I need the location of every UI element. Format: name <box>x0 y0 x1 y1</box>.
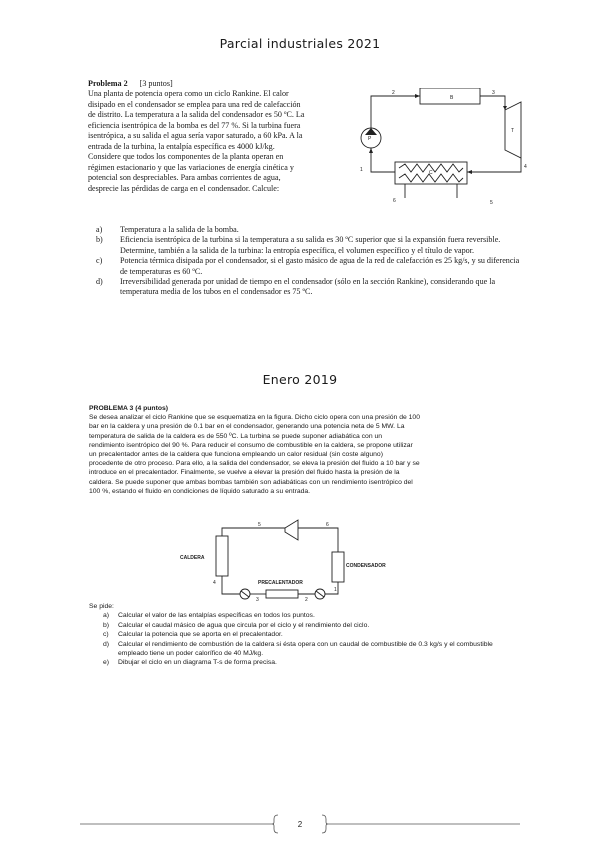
pump-label: P <box>368 136 372 142</box>
item-label: d) <box>103 640 110 648</box>
list-item <box>96 235 528 256</box>
list-item <box>96 277 528 298</box>
statement-line: Considere que todos los componentes de la planta operan en <box>88 152 284 162</box>
statement-line: entrada de la turbina, la entalpía específica es 4000 kJ/kg. <box>88 141 275 151</box>
pipe-4 <box>222 576 240 594</box>
node-6-label: 6 <box>393 198 396 204</box>
problem-3-items <box>89 602 523 668</box>
item-text: Temperatura a la salida de la bomba. <box>120 225 239 234</box>
list-item <box>103 658 523 667</box>
boiler-label: CALDERA <box>180 555 205 561</box>
statement-line: procedente de otro proceso. Para ello, a la salida del condensador, se eleva la presión del fluido a 10 bar y se <box>89 460 420 468</box>
statement-line: Se desea analizar el ciclo Rankine que se esquematiza en la figura. Dicho ciclo opera con una presión de 100 <box>89 414 420 422</box>
problem-3-label: PROBLEMA 3 (4 puntos) <box>89 405 169 412</box>
pipe-6 <box>298 528 338 552</box>
list-item <box>103 621 523 630</box>
statement-line: potencial son despreciables. Para ambas corrientes de agua, <box>88 173 281 183</box>
item-label: b) <box>96 235 103 245</box>
item-label: c) <box>103 631 109 639</box>
statement-line: introduce en el precalentador. Finalmente, se vuelve a elevar la presión del fluido hasta la presión de la <box>89 469 400 477</box>
page-footer <box>80 812 520 836</box>
statement-line: eficiencia isentrópica de la bomba es del 77 %. Si la turbina fuera <box>88 120 301 130</box>
statement-line: disipado en el condensador se emplea para una red de calefacción <box>88 99 301 109</box>
problem-2-points: [3 puntos] <box>139 79 173 88</box>
list-item <box>96 225 528 235</box>
statement-line: 100 %, estando el fluido en condiciones de líquido saturado a su entrada. <box>89 487 311 495</box>
node-4-label: 4 <box>524 164 527 170</box>
node-6-label: 6 <box>326 522 329 528</box>
statement-line: desprecie las pérdidas de carga en el condensador. Calcule: <box>88 183 280 193</box>
statement-line: isentrópica, a su salida el agua sería vapor saturado, a 60 kPa. A la <box>88 131 303 141</box>
statement-line: régimen estacionario y que las variaciones de energía cinética y <box>88 162 294 172</box>
node-4-label: 4 <box>213 580 216 586</box>
node-5-label: 5 <box>490 200 493 206</box>
item-text: Irreversibilidad generada por unidad de tiempo en el condensador (sólo en la sección Rankine), considerando que la temperatura media de los tubos en el condensador es 75 ºC. <box>120 277 496 297</box>
page-number: 2 <box>297 820 303 829</box>
item-label: a) <box>103 612 110 620</box>
problem-2-label: Problema 2 <box>88 79 128 88</box>
section1-title: Parcial industriales 2021 <box>219 36 381 51</box>
list-item <box>103 611 523 620</box>
preheater-box <box>266 590 298 598</box>
flow-arrow-icon <box>415 94 420 98</box>
statement-line: un precalentador antes de la caldera que funciona empleando un calor residual (sin coste alguno) <box>89 451 383 459</box>
item-text: Calcular el valor de las entalpías específicas en todos los puntos. <box>118 612 315 620</box>
node-1-label: 1 <box>334 587 337 593</box>
statement-line: Una planta de potencia opera como un ciclo Rankine. El calor <box>88 89 289 99</box>
statement-line: de distrito. La temperatura a la salida del condensador es 50 ºC. La <box>88 110 305 120</box>
pipe-2 <box>371 96 420 128</box>
pipe-3 <box>480 96 505 110</box>
right-brace-icon <box>322 815 328 833</box>
statement-line: temperatura de salida de la caldera es de 550 ºC. La turbina se puede suponer adiabática con un <box>89 432 383 440</box>
item-text: Calcular el caudal másico de agua que circula por el ciclo y el rendimiento del ciclo. <box>118 621 370 629</box>
boiler-label: B <box>450 95 454 101</box>
boiler-box <box>216 536 228 576</box>
preheater-label: PRECALENTADOR <box>258 580 303 586</box>
list-item <box>96 256 528 277</box>
condenser-box <box>332 552 344 582</box>
item-label: e) <box>103 659 110 667</box>
turbine-label: T <box>511 128 515 134</box>
item-label: a) <box>96 225 103 234</box>
se-pide-label: Se pide: <box>89 603 114 610</box>
item-text: Dibujar el ciclo en un diagrama T-s de forma precisa. <box>118 659 277 667</box>
item-text: Potencia térmica disipada por el condensador, si el gasto másico de agua de la red de calefacción es 25 kg/s, y su diferencia de temperaturas es 60 ºC. <box>120 256 520 276</box>
problem-3-statement <box>89 404 523 496</box>
statement-line: caldera. Se puede suponer que ambas bombas también son adiabáticas con un rendimiento isentrópico del <box>89 478 413 486</box>
item-text: Calcular la potencia que se aporta en el precalentador. <box>118 631 283 639</box>
condenser-label: CONDENSADOR <box>346 563 386 569</box>
item-label: d) <box>96 277 103 287</box>
rankine-diagram-1 <box>355 88 530 208</box>
node-2-label: 2 <box>305 597 308 602</box>
flow-arrow-icon <box>369 148 373 153</box>
rankine-diagram-2 <box>180 518 420 602</box>
statement-line: bar en la caldera y una presión de 0.1 bar en el condensador, generando una potencia neta de 5 MW. La <box>89 423 405 431</box>
pipe-4 <box>467 158 521 172</box>
problem-2-header <box>88 79 350 89</box>
list-item <box>103 640 523 659</box>
pipe-5 <box>222 528 285 536</box>
item-label: c) <box>96 256 103 266</box>
problem-2-items <box>96 225 528 298</box>
node-3-label: 3 <box>492 90 495 96</box>
node-5-label: 5 <box>258 522 261 528</box>
node-2-label: 2 <box>392 90 395 96</box>
item-text: Eficiencia isentrópica de la turbina si la temperatura a su salida es 30 ºC superior que si la expansión fuera reversible. Determine, también a la salida de la turbina: la entropía específica, el volumen específico y el título de vapor. <box>120 235 501 255</box>
condenser-label: C <box>429 170 433 176</box>
problem-2-statement <box>88 79 350 194</box>
node-3-label: 3 <box>256 597 259 602</box>
flow-arrow-icon <box>467 170 472 174</box>
turbine-shape <box>285 520 298 540</box>
item-text: Calcular el rendimiento de combustión de la caldera si ésta opera con un caudal de combustible de 0.3 kg/s y el combustible empleado tiene un poder calorífico de 40 MJ/kg. <box>118 640 493 658</box>
list-item <box>103 630 523 639</box>
section2-title: Enero 2019 <box>262 372 338 387</box>
node-1-label: 1 <box>360 167 363 173</box>
item-label: b) <box>103 621 110 629</box>
statement-line: rendimiento isentrópico del 90 %. Para reducir el consumo de combustible en la caldera, se propone utilizar <box>89 441 413 449</box>
pipe-1 <box>371 148 395 172</box>
left-brace-icon <box>272 815 278 833</box>
